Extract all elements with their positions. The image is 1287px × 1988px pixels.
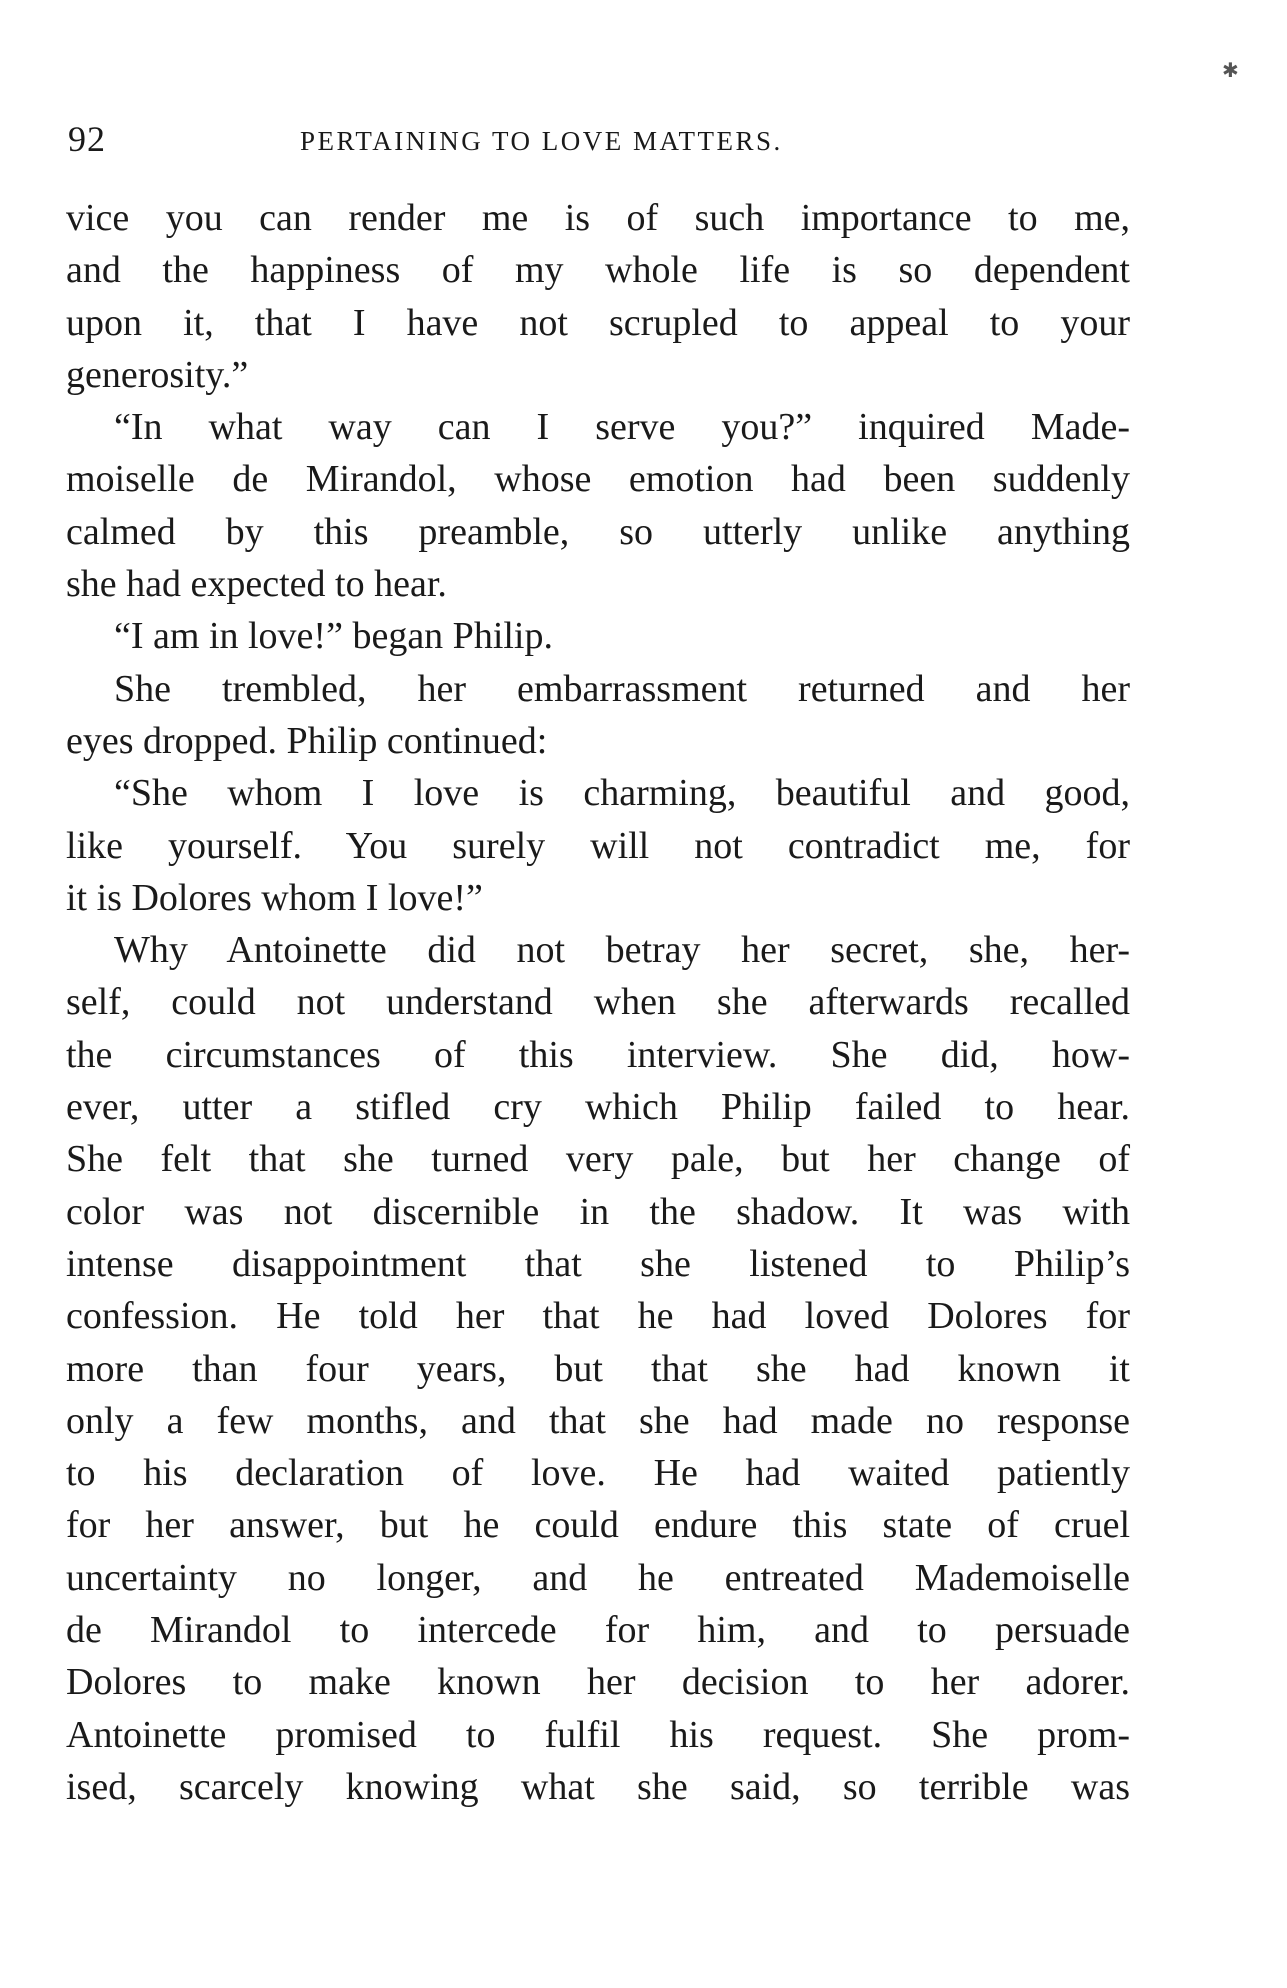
text-line: “She whom I love is charming, beautiful and good, [114, 772, 1130, 815]
text-line: the circumstances of this interview. She did, how- [66, 1033, 1130, 1076]
text-line: self, could not understand when she afterwards recalled [66, 981, 1130, 1024]
body-text [66, 192, 1130, 1813]
text-line: Why Antoinette did not betray her secret, she, her- [114, 929, 1130, 972]
text-line: vice you can render me is of such importance to me, [66, 197, 1130, 239]
text-line: Dolores to make known her decision to her adorer. [66, 1661, 1130, 1704]
text-line: moiselle de Mirandol, whose emotion had been suddenly [66, 458, 1130, 501]
text-line: color was not discernible in the shadow. It was with [66, 1190, 1130, 1233]
text-line: calmed by this preamble, so utterly unlike anything [66, 510, 1130, 553]
text-line: intense disappointment that she listened to Philip’s [66, 1242, 1130, 1285]
text-line: more than four years, but that she had known it [66, 1347, 1130, 1390]
text-line: Antoinette promised to fulfil his request. She prom- [66, 1713, 1130, 1756]
text-line: generosity.” [66, 353, 249, 396]
text-line: “I am in love!” began Philip. [114, 615, 553, 658]
text-line: confession. He told her that he had loved Dolores for [66, 1295, 1130, 1338]
text-line: it is Dolores whom I love!” [66, 876, 483, 919]
text-line: “In what way can I serve you?” inquired Made- [114, 406, 1130, 449]
page-number: 92 [68, 119, 106, 159]
text-line: She trembled, her embarrassment returned and her [114, 667, 1130, 710]
text-line: to his declaration of love. He had waited patiently [66, 1452, 1130, 1495]
text-line: and the happiness of my whole life is so dependent [66, 249, 1130, 292]
text-line: ised, scarcely knowing what she said, so terrible was [66, 1765, 1130, 1808]
text-line: for her answer, but he could endure this state of cruel [66, 1504, 1130, 1547]
running-head: PERTAINING TO LOVE MATTERS. [300, 126, 783, 156]
page-header [68, 118, 1128, 168]
scan-speck: ✱ [1222, 58, 1239, 82]
text-line: only a few months, and that she had made no response [66, 1399, 1130, 1442]
text-line: eyes dropped. Philip continued: [66, 719, 548, 762]
text-line: ever, utter a stifled cry which Philip failed to hear. [66, 1086, 1130, 1129]
text-line: de Mirandol to intercede for him, and to persuade [66, 1609, 1130, 1652]
text-line: upon it, that I have not scrupled to appeal to your [66, 301, 1130, 344]
text-line: like yourself. You surely will not contradict me, for [66, 824, 1130, 867]
text-line: She felt that she turned very pale, but her change of [66, 1138, 1130, 1181]
text-line: she had expected to hear. [66, 563, 447, 606]
text-line: uncertainty no longer, and he entreated Mademoiselle [66, 1556, 1130, 1599]
